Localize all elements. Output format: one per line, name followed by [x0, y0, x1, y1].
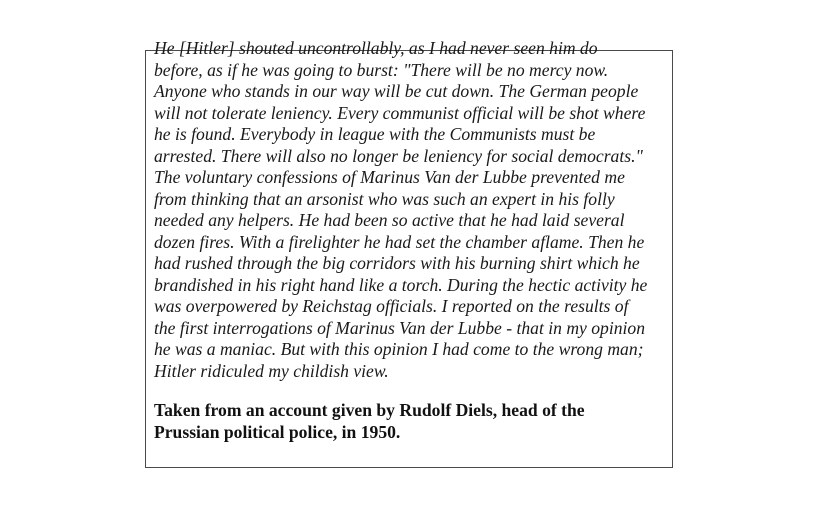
source-quote	[154, 38, 674, 382]
quote-line: he was a maniac. But with this opinion I had come to the wrong man;	[154, 339, 644, 359]
quote-line: the first interrogations of Marinus Van der Lubbe - that in my opinion	[154, 317, 645, 338]
quote-line: needed any helpers. He had been so active that he had laid several	[154, 210, 625, 230]
quote-line: Anyone who stands in our way will be cut down. The German people	[154, 81, 639, 101]
quote-line: brandished in his right hand like a torch. During the hectic activity he	[154, 274, 648, 295]
quote-line: before, as if he was going to burst: "There will be no mercy now.	[154, 59, 609, 80]
quote-line: he is found. Everybody in league with the Communists must be	[154, 124, 596, 144]
quote-line: Hitler ridiculed my childish view.	[154, 360, 389, 381]
quote-line: dozen fires. With a firelighter he had set the chamber aflame. Then he	[154, 231, 645, 252]
quote-line: The voluntary confessions of Marinus Van der Lubbe prevented me	[154, 167, 625, 187]
attribution-line: Taken from an account given by Rudolf Diels, head of the	[154, 400, 585, 420]
quote-line: He [Hitler] shouted uncontrollably, as I had never seen him do	[154, 38, 598, 58]
quote-line: arrested. There will also no longer be leniency for social democrats."	[154, 145, 643, 166]
quote-line: from thinking that an arsonist who was such an expert in his folly	[154, 188, 615, 209]
quote-line: had rushed through the big corridors with his burning shirt which he	[154, 253, 640, 273]
source-attribution	[154, 400, 654, 443]
quote-line: was overpowered by Reichstag officials. I reported on the results of	[154, 296, 629, 316]
quote-line: will not tolerate leniency. Every communist official will be shot where	[154, 102, 646, 123]
attribution-line: Prussian political police, in 1950.	[154, 421, 401, 442]
